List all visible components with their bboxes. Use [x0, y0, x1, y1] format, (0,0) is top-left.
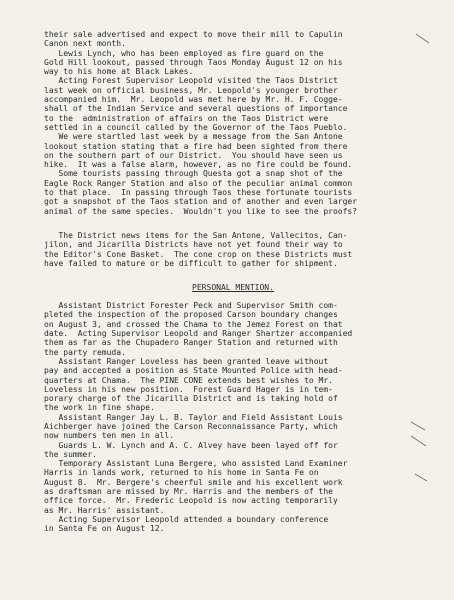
paragraph-personal-mention [44, 301, 432, 533]
text-line: hike. It was a false alarm, however, as no fire could be found. [44, 160, 353, 170]
text-line: have failed to mature or be difficult to gather for shipment. [44, 258, 338, 268]
text-line: the work in fine shape. [44, 403, 155, 413]
text-line: settled in a council called by the Governor of the Taos Pueblo. [44, 122, 348, 132]
text-line: pleted the inspection of the proposed Carson boundary changes [44, 310, 338, 320]
text-line: Loveless in his new position. Forest Guard Hager is in tem- [44, 384, 333, 394]
text-line: their sale advertised and expect to move their mill to Capulin [44, 30, 343, 39]
text-line: on August 3, and crossed the Chama to the Jemez Forest on that [44, 319, 343, 329]
text-line: Assistant Ranger Jay L. B. Taylor and Field Assistant Louis [44, 412, 343, 422]
text-line: Assistant Ranger Loveless has been granted leave without [44, 356, 329, 366]
text-line: Gold Hill lookout, passed through Taos Monday August 12 on his [44, 57, 343, 67]
margin-pencil-mark [414, 472, 430, 486]
text-line: as draftsman are missed by Mr. Harris and the members of the [44, 487, 333, 497]
paragraph-news [44, 30, 432, 216]
text-line: The District news items for the San Antone, Vallecitos, Can- [44, 230, 348, 240]
text-line: jilon, and Jicarilla Districts have not yet found their way to [44, 240, 343, 250]
text-line: way to his home at Black Lakes. [44, 67, 194, 77]
text-line: the party remuda. [44, 347, 126, 357]
text-line: Harris in lands work, returned to his home in Santa Fe on [44, 468, 319, 478]
text-line: accompanied him. Mr. Leopold was met here by Mr. H. F. Cogge- [44, 95, 343, 105]
text-line: Some tourists passing through Questa got a snap shot of the [44, 169, 343, 179]
margin-pencil-mark [410, 420, 430, 450]
text-line: Acting Supervisor Leopold attended a boundary conference [44, 514, 329, 524]
section-heading: PERSONAL MENTION. [192, 283, 274, 293]
text-line: on the southern part of our District. You should have seen us [44, 150, 343, 160]
text-line: animal of the same species. Wouldn't you like to see the proofs? [44, 206, 358, 216]
text-line: got a snapshot of the Taos station and of another and even larger [44, 197, 358, 207]
text-line: pay and accepted a position as State Mounted Police with head- [44, 366, 343, 376]
text-line: the Editor's Cone Basket. The cone crop on these Districts must [44, 249, 353, 259]
text-line: date. Acting Supervisor Leopold and Ranger Shartzer accompanied [44, 329, 353, 339]
text-line: shall of the Indian Service and several questions of importance [44, 104, 348, 114]
text-line: Guards L. W. Lynch and A. C. Alvey have been layed off for [44, 440, 338, 450]
paragraph-district-news [44, 231, 432, 268]
text-line: them as far as the Chupadero Ranger Station and returned with [44, 338, 338, 348]
text-line: August 8. Mr. Bergere's cheerful smile and his excellent work [44, 477, 343, 487]
text-line: Aichberger have joined the Carson Reconnaissance Party, which [44, 421, 338, 431]
text-line: the summer. [44, 449, 97, 459]
text-line: now numbers ten men in all. [44, 431, 175, 441]
text-line: Acting Forest Supervisor Leopold visited the Taos District [44, 76, 338, 86]
text-line: in Santa Fe on August 12. [44, 524, 165, 534]
text-line: quarters at Chama. The PINE CONE extends best wishes to Mr. [44, 375, 333, 385]
text-line: office force. Mr. Frederic Leopold is now acting temporarily [44, 496, 338, 506]
text-line: Assistant District Forester Peck and Supervisor Smith com- [44, 301, 338, 311]
text-line: last week on official business, Mr. Leopold's younger brother [44, 85, 338, 95]
margin-pencil-mark [415, 32, 431, 48]
text-line: Temporary Assistant Luna Bergere, who assisted Land Examiner [44, 459, 348, 469]
text-line: porary charge of the Jicarilla District and is taking hold of [44, 394, 338, 404]
text-line: We were startled last week by a message from the San Antone [44, 132, 343, 142]
text-line: Canon next month. [44, 39, 126, 49]
text-line: to that place. In passing through Taos these fortunate tourists [44, 188, 353, 198]
text-line: to the administration of affairs on the Taos District were [44, 113, 329, 123]
text-line: Lewis Lynch, who has been employed as fire guard on the [44, 48, 324, 58]
text-line: Eagle Rock Ranger Station and also of the peculiar animal common [44, 178, 353, 188]
text-line: lookout station stating that a fire had been sighted from there [44, 141, 348, 151]
text-line: as Mr. Harris' assistant. [44, 505, 165, 515]
